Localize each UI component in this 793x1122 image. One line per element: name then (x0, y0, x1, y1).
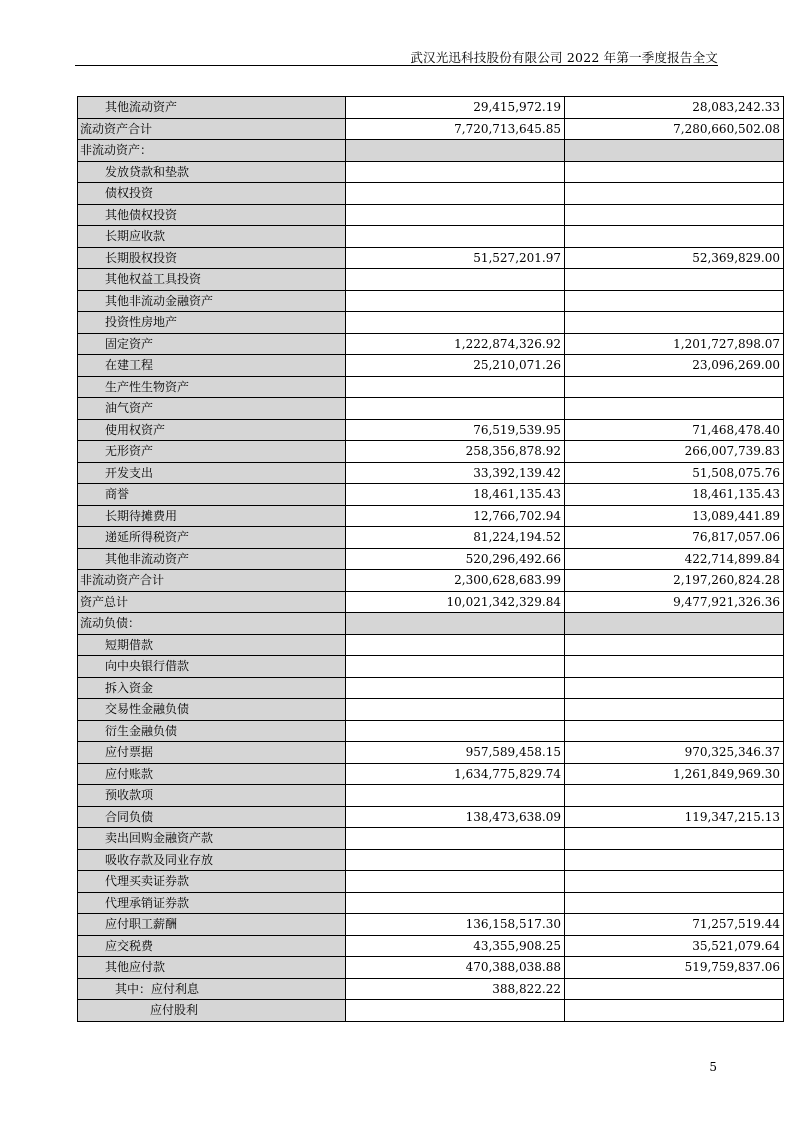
prior-period-value (565, 226, 784, 248)
row-label: 卖出回购金融资产款 (78, 828, 346, 850)
row-label: 商誉 (78, 484, 346, 506)
current-period-value: 25,210,071.26 (346, 355, 565, 377)
row-label: 非流动资产： (78, 140, 346, 162)
prior-period-value (565, 634, 784, 656)
table-row (78, 161, 784, 183)
prior-period-value (565, 290, 784, 312)
table-row (78, 355, 784, 377)
row-label: 应付股利 (78, 1000, 346, 1022)
prior-period-value (565, 269, 784, 291)
current-period-value (346, 699, 565, 721)
table-row (78, 118, 784, 140)
current-period-value (346, 204, 565, 226)
current-period-value: 12,766,702.94 (346, 505, 565, 527)
prior-period-value (565, 849, 784, 871)
current-period-value: 81,224,194.52 (346, 527, 565, 549)
row-label: 油气资产 (78, 398, 346, 420)
current-period-value (346, 849, 565, 871)
table-row (78, 677, 784, 699)
row-label: 其他非流动资产 (78, 548, 346, 570)
prior-period-value (565, 312, 784, 334)
row-label: 交易性金融负债 (78, 699, 346, 721)
table-row (78, 591, 784, 613)
prior-period-value (565, 720, 784, 742)
current-period-value: 33,392,139.42 (346, 462, 565, 484)
row-label: 长期待摊费用 (78, 505, 346, 527)
current-period-value: 2,300,628,683.99 (346, 570, 565, 592)
table-row (78, 527, 784, 549)
row-label: 应付账款 (78, 763, 346, 785)
header-divider (75, 65, 718, 66)
table-row (78, 97, 784, 119)
row-label: 其他权益工具投资 (78, 269, 346, 291)
prior-period-value: 970,325,346.37 (565, 742, 784, 764)
row-label: 无形资产 (78, 441, 346, 463)
current-period-value (346, 1000, 565, 1022)
current-period-value: 136,158,517.30 (346, 914, 565, 936)
table-row (78, 720, 784, 742)
current-period-value (346, 785, 565, 807)
prior-period-value (565, 140, 784, 162)
prior-period-value (565, 828, 784, 850)
row-label: 应交税费 (78, 935, 346, 957)
table-row (78, 333, 784, 355)
prior-period-value: 9,477,921,326.36 (565, 591, 784, 613)
current-period-value (346, 398, 565, 420)
prior-period-value: 266,007,739.83 (565, 441, 784, 463)
row-label: 向中央银行借款 (78, 656, 346, 678)
row-label: 吸收存款及同业存放 (78, 849, 346, 871)
current-period-value: 138,473,638.09 (346, 806, 565, 828)
table-row (78, 140, 784, 162)
current-period-value (346, 226, 565, 248)
current-period-value (346, 892, 565, 914)
current-period-value: 43,355,908.25 (346, 935, 565, 957)
table-row (78, 570, 784, 592)
table-row (78, 656, 784, 678)
prior-period-value: 1,261,849,969.30 (565, 763, 784, 785)
current-period-value (346, 140, 565, 162)
prior-period-value (565, 978, 784, 1000)
table-row (78, 892, 784, 914)
table-row (78, 634, 784, 656)
row-label: 生产性生物资产 (78, 376, 346, 398)
table-row (78, 978, 784, 1000)
table-row (78, 419, 784, 441)
table-row (78, 914, 784, 936)
row-label: 其中：应付利息 (78, 978, 346, 1000)
table-row (78, 957, 784, 979)
table-row (78, 699, 784, 721)
prior-period-value: 7,280,660,502.08 (565, 118, 784, 140)
current-period-value (346, 290, 565, 312)
current-period-value: 1,634,775,829.74 (346, 763, 565, 785)
row-label: 长期应收款 (78, 226, 346, 248)
current-period-value (346, 634, 565, 656)
prior-period-value: 71,468,478.40 (565, 419, 784, 441)
prior-period-value (565, 613, 784, 635)
table-row (78, 441, 784, 463)
row-label: 资产总计 (78, 591, 346, 613)
prior-period-value: 422,714,899.84 (565, 548, 784, 570)
current-period-value (346, 613, 565, 635)
prior-period-value: 1,201,727,898.07 (565, 333, 784, 355)
table-row (78, 484, 784, 506)
row-label: 在建工程 (78, 355, 346, 377)
row-label: 流动资产合计 (78, 118, 346, 140)
row-label: 固定资产 (78, 333, 346, 355)
row-label: 流动负债： (78, 613, 346, 635)
row-label: 非流动资产合计 (78, 570, 346, 592)
table-row (78, 849, 784, 871)
prior-period-value: 18,461,135.43 (565, 484, 784, 506)
current-period-value (346, 656, 565, 678)
prior-period-value: 35,521,079.64 (565, 935, 784, 957)
current-period-value: 520,296,492.66 (346, 548, 565, 570)
current-period-value (346, 376, 565, 398)
prior-period-value: 519,759,837.06 (565, 957, 784, 979)
table-row (78, 763, 784, 785)
row-label: 合同负债 (78, 806, 346, 828)
row-label: 其他债权投资 (78, 204, 346, 226)
table-row (78, 785, 784, 807)
table-row (78, 871, 784, 893)
table-row (78, 376, 784, 398)
table-row (78, 828, 784, 850)
current-period-value: 470,388,038.88 (346, 957, 565, 979)
current-period-value: 10,021,342,329.84 (346, 591, 565, 613)
current-period-value (346, 828, 565, 850)
current-period-value (346, 183, 565, 205)
row-label: 其他非流动金融资产 (78, 290, 346, 312)
prior-period-value: 119,347,215.13 (565, 806, 784, 828)
table-row (78, 548, 784, 570)
current-period-value: 7,720,713,645.85 (346, 118, 565, 140)
prior-period-value: 71,257,519.44 (565, 914, 784, 936)
prior-period-value: 51,508,075.76 (565, 462, 784, 484)
row-label: 长期股权投资 (78, 247, 346, 269)
prior-period-value (565, 376, 784, 398)
balance-sheet-body (78, 97, 784, 1022)
table-row (78, 183, 784, 205)
table-row (78, 269, 784, 291)
table-row (78, 290, 784, 312)
current-period-value: 1,222,874,326.92 (346, 333, 565, 355)
table-row (78, 613, 784, 635)
row-label: 应付职工薪酬 (78, 914, 346, 936)
current-period-value: 76,519,539.95 (346, 419, 565, 441)
prior-period-value (565, 204, 784, 226)
prior-period-value: 23,096,269.00 (565, 355, 784, 377)
current-period-value: 51,527,201.97 (346, 247, 565, 269)
page-number: 5 (709, 1060, 717, 1074)
row-label: 预收款项 (78, 785, 346, 807)
prior-period-value (565, 892, 784, 914)
current-period-value: 29,415,972.19 (346, 97, 565, 119)
current-period-value (346, 871, 565, 893)
row-label: 其他流动资产 (78, 97, 346, 119)
row-label: 应付票据 (78, 742, 346, 764)
current-period-value: 258,356,878.92 (346, 441, 565, 463)
prior-period-value: 2,197,260,824.28 (565, 570, 784, 592)
balance-sheet-table (77, 96, 784, 1022)
table-row (78, 806, 784, 828)
current-period-value (346, 677, 565, 699)
prior-period-value (565, 871, 784, 893)
prior-period-value: 28,083,242.33 (565, 97, 784, 119)
prior-period-value (565, 1000, 784, 1022)
current-period-value: 957,589,458.15 (346, 742, 565, 764)
row-label: 递延所得税资产 (78, 527, 346, 549)
table-row (78, 462, 784, 484)
prior-period-value (565, 656, 784, 678)
table-row (78, 935, 784, 957)
prior-period-value (565, 398, 784, 420)
current-period-value (346, 269, 565, 291)
row-label: 代理买卖证券款 (78, 871, 346, 893)
row-label: 拆入资金 (78, 677, 346, 699)
table-row (78, 742, 784, 764)
row-label: 开发支出 (78, 462, 346, 484)
table-row (78, 1000, 784, 1022)
current-period-value: 388,822.22 (346, 978, 565, 1000)
table-row (78, 505, 784, 527)
current-period-value (346, 720, 565, 742)
current-period-value: 18,461,135.43 (346, 484, 565, 506)
prior-period-value: 52,369,829.00 (565, 247, 784, 269)
row-label: 发放贷款和垫款 (78, 161, 346, 183)
prior-period-value (565, 161, 784, 183)
table-row (78, 226, 784, 248)
prior-period-value (565, 183, 784, 205)
table-row (78, 312, 784, 334)
prior-period-value (565, 677, 784, 699)
row-label: 衍生金融负债 (78, 720, 346, 742)
row-label: 使用权资产 (78, 419, 346, 441)
row-label: 债权投资 (78, 183, 346, 205)
prior-period-value: 76,817,057.06 (565, 527, 784, 549)
table-row (78, 204, 784, 226)
prior-period-value (565, 699, 784, 721)
current-period-value (346, 161, 565, 183)
row-label: 短期借款 (78, 634, 346, 656)
prior-period-value: 13,089,441.89 (565, 505, 784, 527)
row-label: 其他应付款 (78, 957, 346, 979)
page-header-title: 武汉光迅科技股份有限公司 2022 年第一季度报告全文 (410, 50, 718, 65)
table-row (78, 398, 784, 420)
row-label: 投资性房地产 (78, 312, 346, 334)
prior-period-value (565, 785, 784, 807)
row-label: 代理承销证券款 (78, 892, 346, 914)
table-row (78, 247, 784, 269)
current-period-value (346, 312, 565, 334)
